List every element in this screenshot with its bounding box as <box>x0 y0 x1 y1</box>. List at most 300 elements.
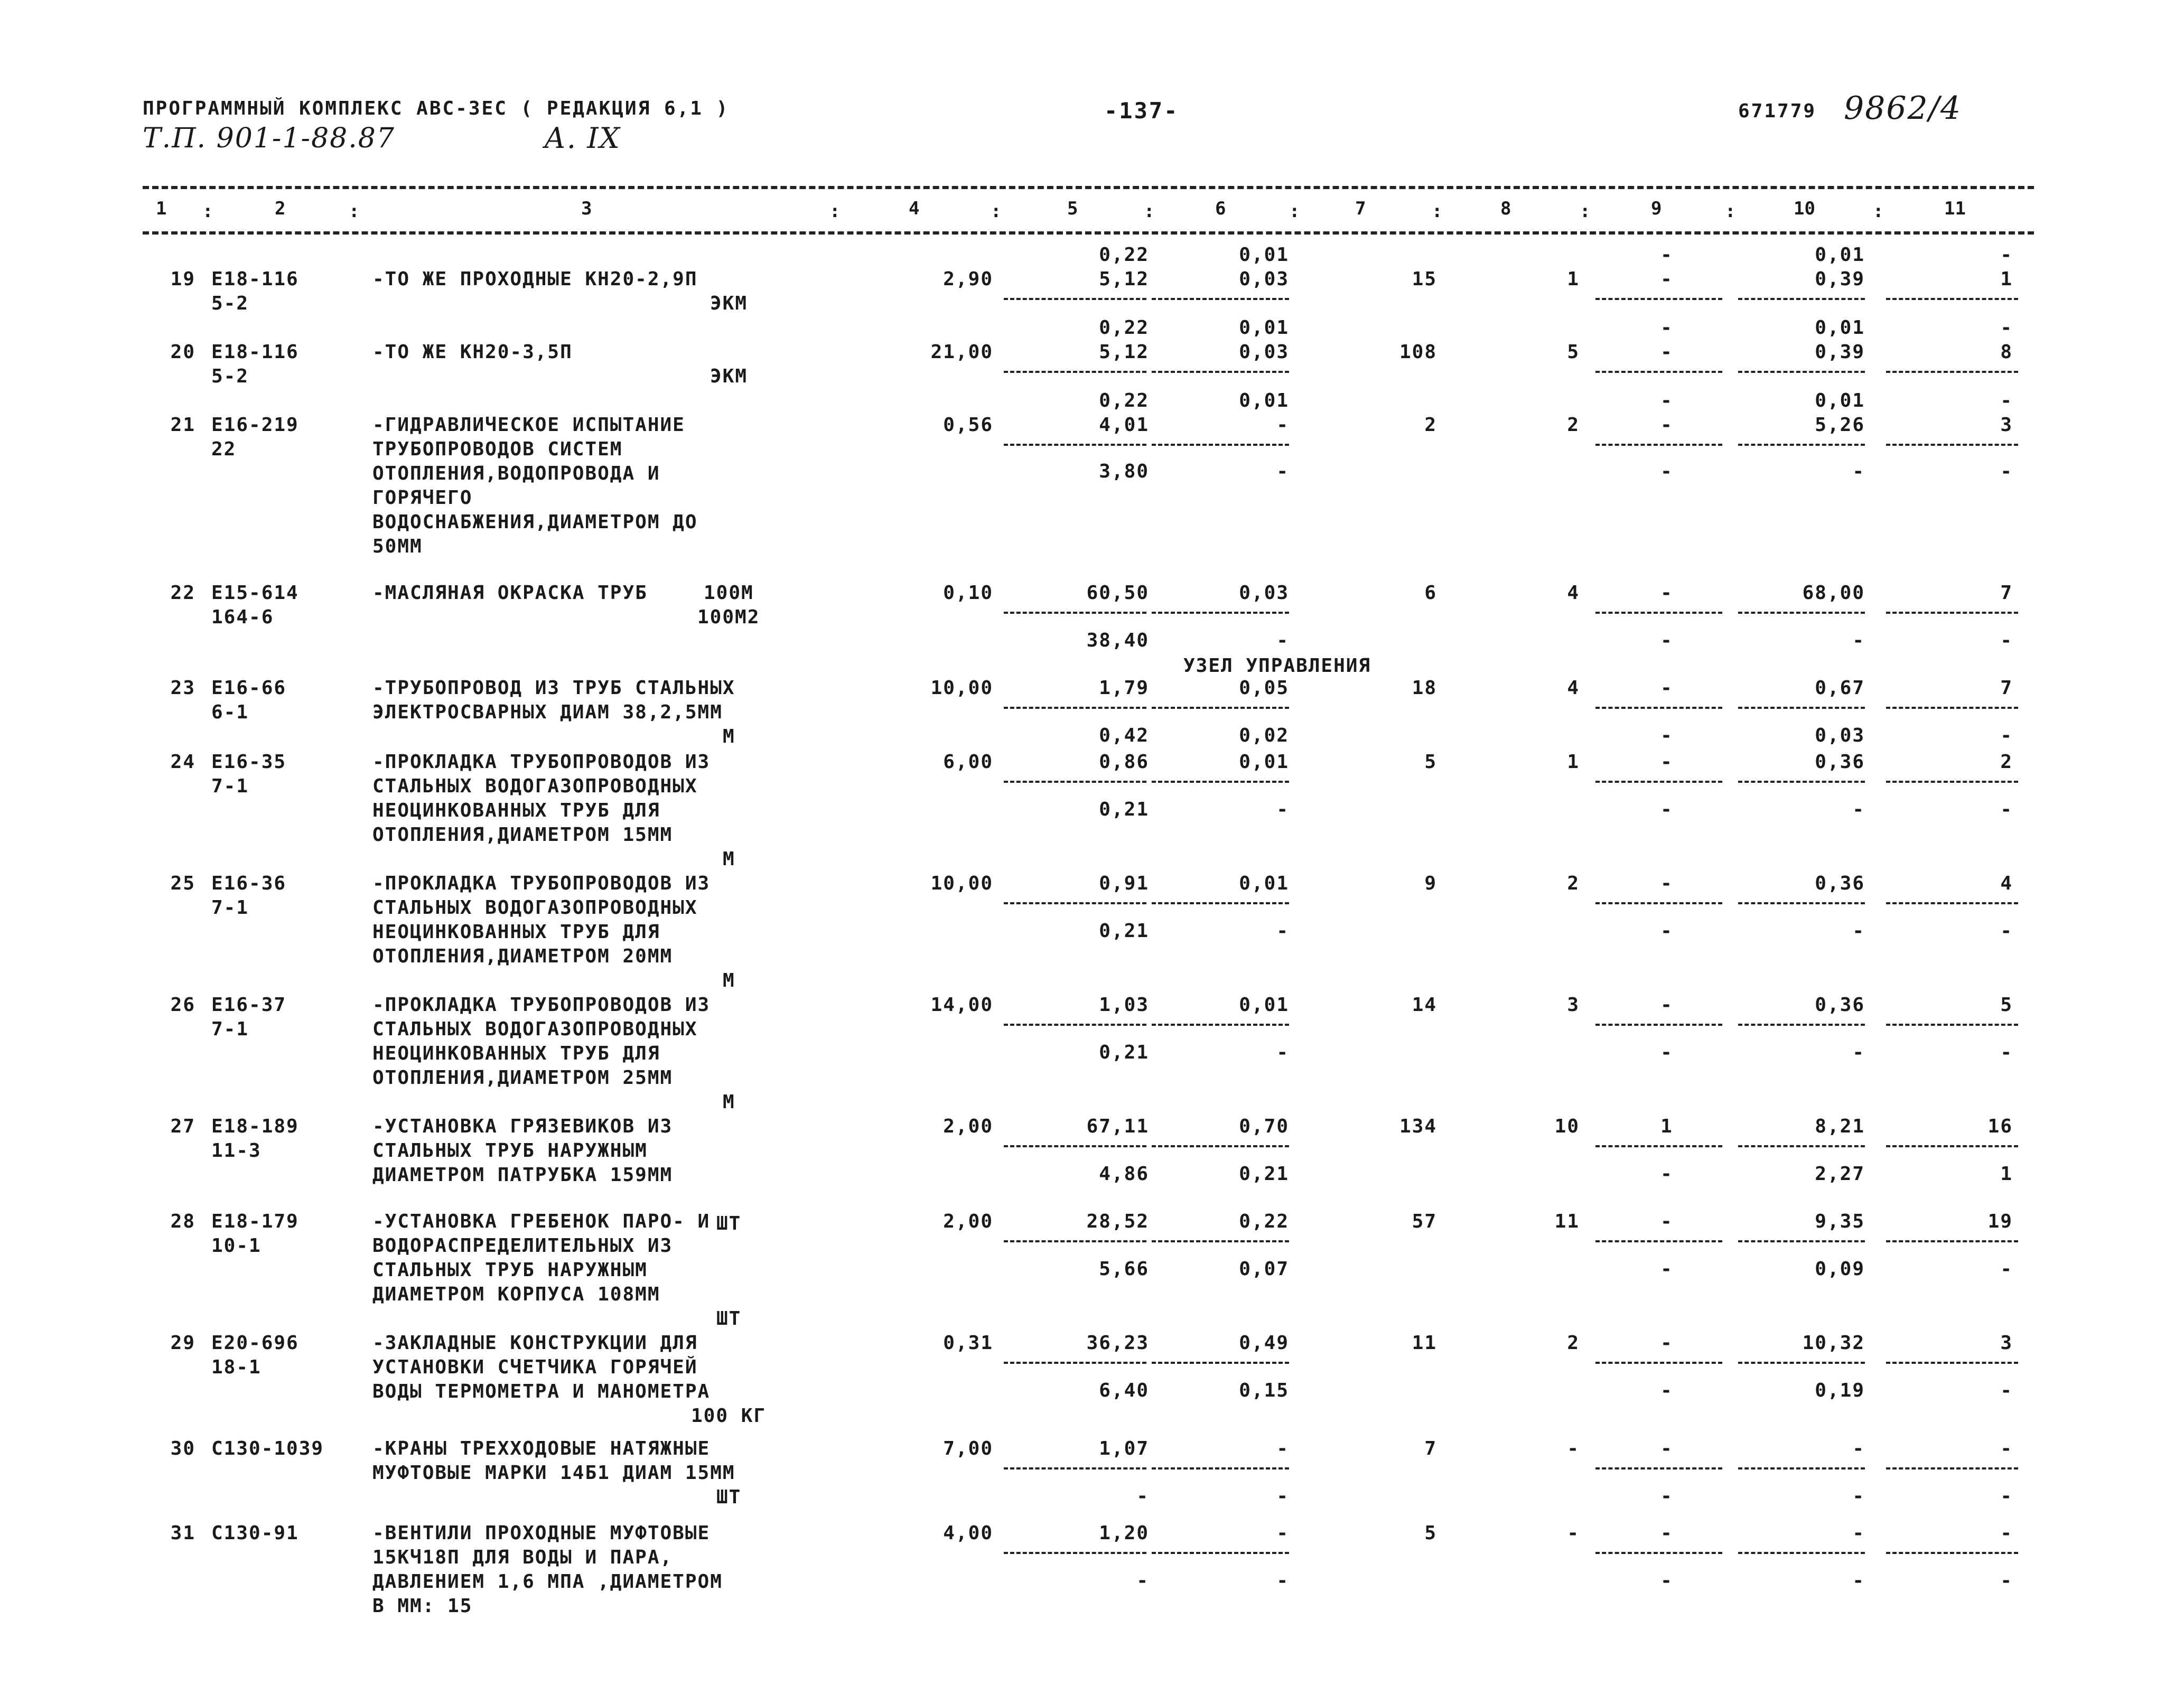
value-divider <box>1738 1467 1865 1469</box>
cell-c11: - <box>2000 1438 2013 1459</box>
cell-c8: 2 <box>1567 414 1580 436</box>
row-code-sub: 7-1 <box>211 775 249 797</box>
cell-c9: - <box>1660 994 1673 1016</box>
row-number: 29 <box>170 1332 195 1354</box>
cell-c8: 1 <box>1567 751 1580 773</box>
cell-c10-bottom: 0,19 <box>1815 1380 1865 1401</box>
row-number: 23 <box>170 677 195 699</box>
row-unit: М <box>723 1091 735 1113</box>
row-code: Е18-189 <box>211 1116 299 1137</box>
row-number: 28 <box>170 1211 195 1232</box>
cell-c4: 10,00 <box>930 873 993 894</box>
cell-c6: 0,01 <box>1239 751 1289 773</box>
cell-c6-top: 0,01 <box>1239 317 1289 339</box>
cell-c7: 15 <box>1412 268 1437 290</box>
value-divider <box>1738 1024 1865 1026</box>
row-description: -ВЕНТИЛИ ПРОХОДНЫЕ МУФТОВЫЕ 15КЧ18П ДЛЯ ВОДЫ И ПАРА, ДАВЛЕНИЕМ 1,6 МПА ,ДИАМЕТРОМ В ММ: 15 <box>372 1522 723 1617</box>
row-unit: М <box>723 848 735 870</box>
row-description: -ТО ЖЕ КН20-3,5П <box>372 341 573 363</box>
row-code: Е18-116 <box>211 341 299 363</box>
cell-c9-bottom: - <box>1660 630 1673 651</box>
cell-c11: 3 <box>2000 414 2013 436</box>
row-code: С130-91 <box>211 1522 299 1544</box>
value-divider <box>1152 1552 1289 1554</box>
cell-c9-bottom: - <box>1660 461 1673 482</box>
cell-c10: 0,36 <box>1815 994 1865 1016</box>
cell-c6: 0,01 <box>1239 994 1289 1016</box>
cell-c4: 7,00 <box>943 1438 993 1459</box>
row-unit: 100М2 <box>697 606 760 628</box>
cell-c7: 11 <box>1412 1332 1437 1354</box>
row-code: Е16-36 <box>211 873 287 894</box>
value-divider <box>1738 1145 1865 1147</box>
cell-c9: - <box>1660 582 1673 604</box>
cell-c8: 5 <box>1567 341 1580 363</box>
value-divider <box>1004 781 1146 783</box>
cell-c6-bottom: - <box>1276 630 1289 651</box>
cell-c9-bottom: - <box>1660 799 1673 820</box>
value-divider <box>1886 707 2018 709</box>
value-divider <box>1738 1240 1865 1242</box>
value-divider <box>1595 902 1722 904</box>
cell-c10: 0,39 <box>1815 268 1865 290</box>
cell-c4: 0,10 <box>943 582 993 604</box>
cell-c10: - <box>1852 1522 1865 1544</box>
row-code: Е16-219 <box>211 414 299 436</box>
cell-c5-top: 0,22 <box>1099 244 1149 266</box>
value-divider <box>1595 1145 1722 1147</box>
cell-c7: 108 <box>1399 341 1437 363</box>
cell-c9-top: - <box>1660 317 1673 339</box>
row-description: -ПРОКЛАДКА ТРУБОПРОВОДОВ ИЗ СТАЛЬНЫХ ВОДОГАЗОПРОВОДНЫХ НЕОЦИНКОВАННЫХ ТРУБ ДЛЯ ОТОПЛЕНИЯ,ДИАМЕТРОМ 25ММ <box>372 994 711 1089</box>
cell-c4: 0,56 <box>943 414 993 436</box>
value-divider <box>1595 1240 1722 1242</box>
row-code: Е16-66 <box>211 677 287 699</box>
row-unit: ШТ <box>716 1213 742 1234</box>
col-header-6: 6 <box>1215 198 1226 219</box>
value-divider <box>1886 1240 2018 1242</box>
cell-c11-bottom: 1 <box>2000 1163 2013 1185</box>
sheet-number: 9862/4 <box>1844 90 1962 127</box>
cell-c6-bottom: 0,15 <box>1239 1380 1289 1401</box>
cell-c11-bottom: - <box>2000 1042 2013 1063</box>
value-divider <box>1595 371 1722 373</box>
cell-c9-bottom: - <box>1660 920 1673 942</box>
value-divider <box>1886 1467 2018 1469</box>
cell-c9-top: - <box>1660 244 1673 266</box>
cell-c4: 0,31 <box>943 1332 993 1354</box>
value-divider <box>1886 1552 2018 1554</box>
cell-c5-bottom: 38,40 <box>1086 630 1149 651</box>
cell-c6: - <box>1276 414 1289 436</box>
value-divider <box>1886 371 2018 373</box>
row-description: -ТРУБОПРОВОД ИЗ ТРУБ СТАЛЬНЫХ ЭЛЕКТРОСВАРНЫХ ДИАМ 38,2,5ММ <box>372 677 735 723</box>
cell-c5-bottom: - <box>1136 1485 1149 1507</box>
cell-c5: 28,52 <box>1086 1211 1149 1232</box>
col-header-1: 1 <box>156 198 167 219</box>
col-header-2: 2 <box>275 198 286 219</box>
value-divider <box>1004 371 1146 373</box>
cell-c9: - <box>1660 873 1673 894</box>
cell-c8: 3 <box>1567 994 1580 1016</box>
cell-c9-bottom: - <box>1660 1258 1673 1280</box>
value-divider <box>1004 1024 1146 1026</box>
cell-c9-bottom: - <box>1660 1485 1673 1507</box>
cell-c5: 67,11 <box>1086 1116 1149 1137</box>
cell-c8: 2 <box>1567 873 1580 894</box>
cell-c10: 0,39 <box>1815 341 1865 363</box>
col-sep: : <box>349 201 360 222</box>
row-code-sub: 18-1 <box>211 1356 262 1378</box>
cell-c7: 134 <box>1399 1116 1437 1137</box>
col-header-5: 5 <box>1067 198 1078 219</box>
cell-c8: 1 <box>1567 268 1580 290</box>
row-code: Е18-179 <box>211 1211 299 1232</box>
cell-c5: 5,12 <box>1099 268 1149 290</box>
cell-c11: 8 <box>2000 341 2013 363</box>
row-number: 27 <box>170 1116 195 1137</box>
cell-c5: 0,86 <box>1099 751 1149 773</box>
value-divider <box>1004 707 1146 709</box>
cell-c6-bottom: - <box>1276 1042 1289 1063</box>
cell-c11-bottom: - <box>2000 920 2013 942</box>
cell-c11-bottom: - <box>2000 799 2013 820</box>
cell-c10: 0,36 <box>1815 873 1865 894</box>
header-top-rule <box>143 186 2034 189</box>
cell-c6-bottom: - <box>1276 920 1289 942</box>
cell-c5-bottom: 4,86 <box>1099 1163 1149 1185</box>
col-header-3: 3 <box>581 198 592 219</box>
cell-c4: 10,00 <box>930 677 993 699</box>
cell-c7: 6 <box>1424 582 1437 604</box>
cell-c10: 0,36 <box>1815 751 1865 773</box>
value-divider <box>1595 444 1722 446</box>
value-divider <box>1152 1467 1289 1469</box>
cell-c10-top: 0,01 <box>1815 317 1865 339</box>
cell-c6: - <box>1276 1438 1289 1459</box>
value-divider <box>1152 298 1289 300</box>
cell-c9-top: - <box>1660 390 1673 411</box>
cell-c5: 1,07 <box>1099 1438 1149 1459</box>
page-number: -137- <box>1104 98 1179 124</box>
value-divider <box>1738 298 1865 300</box>
cell-c8: - <box>1567 1438 1580 1459</box>
row-description: -ПРОКЛАДКА ТРУБОПРОВОДОВ ИЗ СТАЛЬНЫХ ВОДОГАЗОПРОВОДНЫХ НЕОЦИНКОВАННЫХ ТРУБ ДЛЯ ОТОПЛЕНИЯ,ДИАМЕТРОМ 20ММ <box>372 873 711 967</box>
cell-c10-bottom: 0,03 <box>1815 725 1865 746</box>
cell-c5-top: 0,22 <box>1099 390 1149 411</box>
value-divider <box>1152 1145 1289 1147</box>
album-number: А. IX <box>544 121 621 155</box>
row-unit: 100 КГ <box>691 1405 767 1427</box>
col-header-8: 8 <box>1500 198 1511 219</box>
cell-c6-bottom: - <box>1276 461 1289 482</box>
cell-c11-top: - <box>2000 244 2013 266</box>
cell-c9: 1 <box>1660 1116 1673 1137</box>
cell-c6: 0,49 <box>1239 1332 1289 1354</box>
value-divider <box>1738 612 1865 614</box>
document-code: 671779 <box>1738 100 1817 122</box>
cell-c5: 4,01 <box>1099 414 1149 436</box>
value-divider <box>1004 1552 1146 1554</box>
row-code-sub: 5-2 <box>211 293 249 314</box>
value-divider <box>1738 902 1865 904</box>
cell-c10-bottom: - <box>1852 630 1865 651</box>
cell-c9-bottom: - <box>1660 1042 1673 1063</box>
cell-c11-bottom: - <box>2000 461 2013 482</box>
cell-c7: 7 <box>1424 1438 1437 1459</box>
cell-c10-bottom: - <box>1852 1570 1865 1592</box>
cell-c9-bottom: - <box>1660 1380 1673 1401</box>
row-description: -ТО ЖЕ ПРОХОДНЫЕ КН20-2,9П <box>372 268 698 290</box>
cell-c6-bottom: - <box>1276 799 1289 820</box>
cell-c5: 1,03 <box>1099 994 1149 1016</box>
cell-c10-bottom: 0,09 <box>1815 1258 1865 1280</box>
row-number: 24 <box>170 751 195 773</box>
cell-c9: - <box>1660 1211 1673 1232</box>
cell-c6: 0,03 <box>1239 582 1289 604</box>
row-unit: ШТ <box>716 1308 742 1330</box>
cell-c5-bottom: 0,21 <box>1099 920 1149 942</box>
header-bottom-rule <box>143 231 2034 235</box>
value-divider <box>1152 1024 1289 1026</box>
value-divider <box>1004 612 1146 614</box>
cell-c5: 5,12 <box>1099 341 1149 363</box>
cell-c8: 10 <box>1554 1116 1580 1137</box>
row-description: -КРАНЫ ТРЕХХОДОВЫЕ НАТЯЖНЫЕ МУФТОВЫЕ МАРКИ 14Б1 ДИАМ 15ММ <box>372 1438 735 1484</box>
value-divider <box>1595 1467 1722 1469</box>
row-number: 21 <box>170 414 195 436</box>
cell-c11: 7 <box>2000 582 2013 604</box>
value-divider <box>1886 612 2018 614</box>
cell-c6-bottom: - <box>1276 1485 1289 1507</box>
value-divider <box>1152 1240 1289 1242</box>
value-divider <box>1595 1362 1722 1364</box>
cell-c11-bottom: - <box>2000 630 2013 651</box>
cell-c10: 9,35 <box>1815 1211 1865 1232</box>
value-divider <box>1738 371 1865 373</box>
value-divider <box>1152 902 1289 904</box>
cell-c6-top: 0,01 <box>1239 244 1289 266</box>
col-sep: : <box>991 201 1002 222</box>
col-sep: : <box>829 201 841 222</box>
row-number: 19 <box>170 268 195 290</box>
cell-c7: 57 <box>1412 1211 1437 1232</box>
cell-c5-bottom: 0,42 <box>1099 725 1149 746</box>
cell-c10-top: 0,01 <box>1815 244 1865 266</box>
cell-c11-bottom: - <box>2000 1258 2013 1280</box>
cell-c11: - <box>2000 1522 2013 1544</box>
cell-c4: 2,00 <box>943 1116 993 1137</box>
section-title: УЗЕЛ УПРАВЛЕНИЯ <box>1183 655 1371 677</box>
cell-c4: 2,90 <box>943 268 993 290</box>
value-divider <box>1152 1362 1289 1364</box>
col-sep: : <box>202 201 213 222</box>
cell-c10-bottom: - <box>1852 1485 1865 1507</box>
cell-c10-bottom: - <box>1852 920 1865 942</box>
cell-c8: 4 <box>1567 582 1580 604</box>
row-code-sub: 7-1 <box>211 897 249 919</box>
cell-c5-bottom: - <box>1136 1570 1149 1592</box>
row-unit: ЭКМ <box>710 366 748 387</box>
cell-c10: 8,21 <box>1815 1116 1865 1137</box>
cell-c10: 5,26 <box>1815 414 1865 436</box>
value-divider <box>1886 1024 2018 1026</box>
cell-c9-bottom: - <box>1660 1570 1673 1592</box>
cell-c7: 5 <box>1424 1522 1437 1544</box>
col-header-7: 7 <box>1355 198 1366 219</box>
cell-c11-bottom: - <box>2000 1570 2013 1592</box>
row-unit: 100М <box>704 582 754 604</box>
value-divider <box>1738 1552 1865 1554</box>
value-divider <box>1004 1240 1146 1242</box>
value-divider <box>1595 1024 1722 1026</box>
value-divider <box>1152 371 1289 373</box>
cell-c10: 10,32 <box>1802 1332 1865 1354</box>
value-divider <box>1886 902 2018 904</box>
cell-c6-bottom: 0,21 <box>1239 1163 1289 1185</box>
cell-c7: 9 <box>1424 873 1437 894</box>
cell-c8: 4 <box>1567 677 1580 699</box>
cell-c11: 19 <box>1987 1211 2013 1232</box>
col-sep: : <box>1580 201 1591 222</box>
value-divider <box>1152 444 1289 446</box>
cell-c9-bottom: - <box>1660 725 1673 746</box>
cell-c5: 60,50 <box>1086 582 1149 604</box>
cell-c6: 0,01 <box>1239 873 1289 894</box>
cell-c5-bottom: 0,21 <box>1099 799 1149 820</box>
cell-c4: 2,00 <box>943 1211 993 1232</box>
value-divider <box>1152 781 1289 783</box>
cell-c8: - <box>1567 1522 1580 1544</box>
row-number: 30 <box>170 1438 195 1459</box>
cell-c11-bottom: - <box>2000 1380 2013 1401</box>
cell-c10: 68,00 <box>1802 582 1865 604</box>
value-divider <box>1738 444 1865 446</box>
row-unit: ШТ <box>716 1486 742 1508</box>
value-divider <box>1595 1552 1722 1554</box>
cell-c10: 0,67 <box>1815 677 1865 699</box>
value-divider <box>1886 298 2018 300</box>
value-divider <box>1004 1362 1146 1364</box>
cell-c11: 5 <box>2000 994 2013 1016</box>
cell-c11-bottom: - <box>2000 1485 2013 1507</box>
col-sep: : <box>1144 201 1155 222</box>
cell-c6: 0,22 <box>1239 1211 1289 1232</box>
row-description: -ЗАКЛАДНЫЕ КОНСТРУКЦИИ ДЛЯ УСТАНОВКИ СЧЕТЧИКА ГОРЯЧЕЙ ВОДЫ ТЕРМОМЕТРА И МАНОМЕТРА <box>372 1332 711 1402</box>
cell-c9: - <box>1660 1332 1673 1354</box>
row-code: С130-1039 <box>211 1438 324 1459</box>
value-divider <box>1595 781 1722 783</box>
cell-c4: 4,00 <box>943 1522 993 1544</box>
value-divider <box>1004 1145 1146 1147</box>
row-description: -УСТАНОВКА ГРЕБЕНОК ПАРО- И ВОДОРАСПРЕДЕЛИТЕЛЬНЫХ ИЗ СТАЛЬНЫХ ТРУБ НАРУЖНЫМ ДИАМЕТРОМ КОРПУСА 108ММ <box>372 1211 711 1305</box>
value-divider <box>1004 1467 1146 1469</box>
cell-c4: 6,00 <box>943 751 993 773</box>
cell-c5-bottom: 6,40 <box>1099 1380 1149 1401</box>
cell-c7: 14 <box>1412 994 1437 1016</box>
row-code-sub: 5-2 <box>211 366 249 387</box>
cell-c6-top: 0,01 <box>1239 390 1289 411</box>
cell-c7: 2 <box>1424 414 1437 436</box>
cell-c9: - <box>1660 414 1673 436</box>
cell-c11: 16 <box>1987 1116 2013 1137</box>
value-divider <box>1004 902 1146 904</box>
value-divider <box>1152 612 1289 614</box>
cell-c11-top: - <box>2000 390 2013 411</box>
cell-c9-bottom: - <box>1660 1163 1673 1185</box>
cell-c5: 1,79 <box>1099 677 1149 699</box>
cell-c5: 1,20 <box>1099 1522 1149 1544</box>
cell-c11: 7 <box>2000 677 2013 699</box>
row-number: 22 <box>170 582 195 604</box>
cell-c9: - <box>1660 1522 1673 1544</box>
row-code: Е16-37 <box>211 994 287 1016</box>
value-divider <box>1886 444 2018 446</box>
value-divider <box>1595 612 1722 614</box>
cell-c11: 4 <box>2000 873 2013 894</box>
cell-c11-top: - <box>2000 317 2013 339</box>
row-number: 26 <box>170 994 195 1016</box>
cell-c8: 2 <box>1567 1332 1580 1354</box>
cell-c6: 0,70 <box>1239 1116 1289 1137</box>
row-description: -УСТАНОВКА ГРЯЗЕВИКОВ ИЗ СТАЛЬНЫХ ТРУБ НАРУЖНЫМ ДИАМЕТРОМ ПАТРУБКА 159ММ <box>372 1116 673 1186</box>
cell-c11-bottom: - <box>2000 725 2013 746</box>
row-code: Е15-614 <box>211 582 299 604</box>
cell-c10-bottom: - <box>1852 461 1865 482</box>
cell-c5-bottom: 0,21 <box>1099 1042 1149 1063</box>
cell-c6: 0,05 <box>1239 677 1289 699</box>
row-number: 31 <box>170 1522 195 1544</box>
value-divider <box>1152 707 1289 709</box>
cell-c5: 0,91 <box>1099 873 1149 894</box>
row-code: Е20-696 <box>211 1332 299 1354</box>
row-description: -ПРОКЛАДКА ТРУБОПРОВОДОВ ИЗ СТАЛЬНЫХ ВОДОГАЗОПРОВОДНЫХ НЕОЦИНКОВАННЫХ ТРУБ ДЛЯ ОТОПЛЕНИЯ,ДИАМЕТРОМ 15ММ <box>372 751 711 846</box>
cell-c10: - <box>1852 1438 1865 1459</box>
cell-c9: - <box>1660 341 1673 363</box>
cell-c5-bottom: 5,66 <box>1099 1258 1149 1280</box>
row-code-sub: 11-3 <box>211 1140 262 1162</box>
row-code-sub: 164-6 <box>211 606 274 628</box>
cell-c10-bottom: 2,27 <box>1815 1163 1865 1185</box>
program-title: ПРОГРАММНЫЙ КОМПЛЕКС АВС-3ЕС ( РЕДАКЦИЯ 6,1 ) <box>143 98 730 119</box>
cell-c5: 36,23 <box>1086 1332 1149 1354</box>
cell-c10-top: 0,01 <box>1815 390 1865 411</box>
col-header-9: 9 <box>1651 198 1662 219</box>
cell-c11: 3 <box>2000 1332 2013 1354</box>
row-unit: М <box>723 970 735 991</box>
col-header-11: 11 <box>1944 198 1966 219</box>
cell-c5-bottom: 3,80 <box>1099 461 1149 482</box>
value-divider <box>1595 298 1722 300</box>
col-sep: : <box>1432 201 1443 222</box>
cell-c4: 14,00 <box>930 994 993 1016</box>
cell-c6-bottom: 0,07 <box>1239 1258 1289 1280</box>
cell-c8: 11 <box>1554 1211 1580 1232</box>
cell-c9: - <box>1660 677 1673 699</box>
row-code-sub: 22 <box>211 438 237 460</box>
col-sep: : <box>1873 201 1884 222</box>
row-code-sub: 6-1 <box>211 701 249 723</box>
cell-c9: - <box>1660 1438 1673 1459</box>
cell-c6-bottom: - <box>1276 1570 1289 1592</box>
row-code: Е16-35 <box>211 751 287 773</box>
value-divider <box>1004 298 1146 300</box>
row-description: -МАСЛЯНАЯ ОКРАСКА ТРУБ <box>372 582 648 604</box>
col-sep: : <box>1289 201 1300 222</box>
value-divider <box>1886 1362 2018 1364</box>
value-divider <box>1738 781 1865 783</box>
cell-c7: 5 <box>1424 751 1437 773</box>
